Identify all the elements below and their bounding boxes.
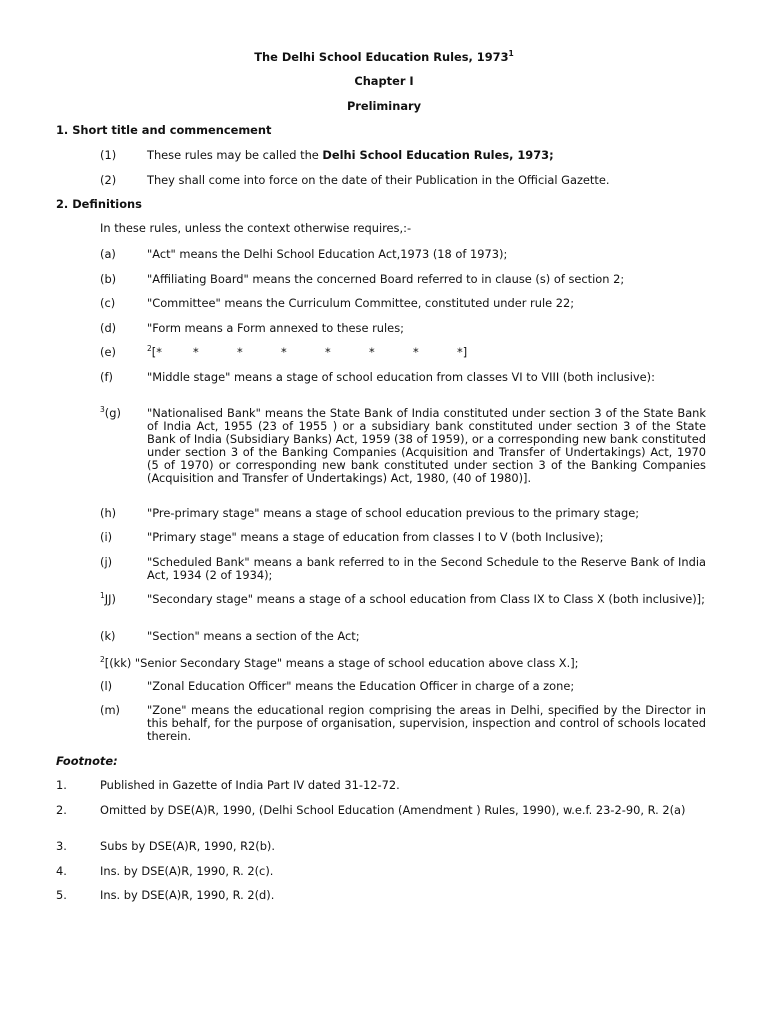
clause-text: [(kk) "Senior Secondary Stage" means a stage of school education above class X.]; — [104, 656, 579, 670]
star: * — [281, 345, 287, 359]
footnote-marker: 1 — [100, 591, 105, 601]
footnote-marker: 3 — [100, 405, 105, 415]
footnote-number: 2. — [56, 803, 67, 817]
footnote-heading: Footnote: — [56, 754, 118, 768]
clause-label: (c) — [100, 296, 116, 310]
star: * — [369, 345, 375, 359]
footnote-text: Ins. by DSE(A)R, 1990, R. 2(d). — [100, 888, 275, 902]
star: * — [325, 345, 331, 359]
clause-text — [147, 149, 706, 162]
clause-label: (a) — [100, 247, 116, 261]
clause-text: "Affiliating Board" means the concerned Board referred to in clause (s) of section 2; — [147, 272, 625, 286]
clause-label: (e) — [100, 345, 116, 359]
clause-label: (m) — [100, 703, 120, 717]
rules-name-bold: Delhi School Education Rules, 1973; — [322, 148, 554, 162]
footnote-text: Ins. by DSE(A)R, 1990, R. 2(c). — [100, 864, 274, 878]
clause-text: "Nationalised Bank" means the State Bank of India constituted under section 3 of the State Bank of India Act, 1955 (23 of 1955 ) or a subsidiary bank constituted under section 3 of the State Bank of India (Subsidiary Banks) Act, 1959 (38 of 1959), or a corresponding new bank constituted under section 3 of the Banking Companies (Acquisition and Transfer of Undertakings) Act, 1970 (5 of 1970) or corresponding new bank constituted under section 3 of the Banking Companies (Acquisition and Transfer of Undertakings) Act, 1980, (40 of 1980)]. — [147, 406, 706, 485]
clause-text: They shall come into force on the date of their Publication in the Official Gazette. — [147, 173, 610, 187]
clause-label: (h) — [100, 506, 117, 520]
star: * — [237, 345, 243, 359]
clause-text: "Act" means the Delhi School Education Act,1973 (18 of 1973); — [147, 247, 508, 261]
clause-label-text: JJ) — [104, 592, 116, 606]
clause-label: (d) — [100, 321, 117, 335]
star-close: *] — [457, 345, 468, 359]
title-footnote-marker: 1 — [508, 49, 514, 59]
clause-label — [100, 593, 116, 606]
section-1-heading: 1. Short title and commencement — [56, 123, 272, 137]
definitions-intro: In these rules, unless the context otherwise requires,:- — [100, 221, 412, 235]
star-open — [147, 346, 193, 359]
clause-label: (2) — [100, 173, 117, 187]
chapter-heading: Chapter I — [354, 74, 414, 88]
clause-text: "Zone" means the educational region comprising the areas in Delhi, specified by the Director in this behalf, for the purpose of organisation, supervision, inspection and control of schools located therein. — [147, 703, 706, 743]
section-2-heading: 2. Definitions — [56, 197, 142, 211]
clause-text: "Middle stage" means a stage of school education from classes VI to VIII (both inclusive): — [147, 370, 655, 384]
clause-label: (f) — [100, 370, 113, 384]
omitted-stars — [147, 346, 706, 359]
clause-text: "Secondary stage" means a stage of a school education from Class IX to Class X (both inclusive)]; — [147, 592, 705, 606]
clause-text: "Section" means a section of the Act; — [147, 629, 360, 643]
footnote-marker: 2 — [100, 655, 105, 665]
clause-text: "Scheduled Bank" means a bank referred to in the Second Schedule to the Reserve Bank of India Act, 1934 (2 of 1934); — [147, 555, 706, 582]
footnote-text: Subs by DSE(A)R, 1990, R2(b). — [100, 839, 275, 853]
footnote-number: 5. — [56, 888, 67, 902]
clause-text: "Form means a Form annexed to these rules; — [147, 321, 404, 335]
footnote-number: 1. — [56, 778, 67, 792]
clause-text: "Zonal Education Officer" means the Education Officer in charge of a zone; — [147, 679, 575, 693]
clause-label: (1) — [100, 148, 117, 162]
star: * — [193, 345, 199, 359]
footnote-text: Published in Gazette of India Part IV dated 31-12-72. — [100, 778, 400, 792]
preliminary-heading: Preliminary — [346, 99, 422, 113]
document-title — [0, 51, 768, 64]
clause-label: (l) — [100, 679, 113, 693]
clause-label — [100, 407, 121, 420]
star: * — [413, 345, 419, 359]
footnote-number: 4. — [56, 864, 67, 878]
star-open-text: [* — [151, 345, 162, 359]
footnote-text: Omitted by DSE(A)R, 1990, (Delhi School Education (Amendment ) Rules, 1990), w.e.f. 23-2-90, R. 2(a) — [100, 803, 686, 817]
definition-kk — [100, 657, 706, 670]
footnote-number: 3. — [56, 839, 67, 853]
clause-text: "Pre-primary stage" means a stage of school education previous to the primary stage; — [147, 506, 640, 520]
title-text: The Delhi School Education Rules, 1973 — [254, 50, 509, 64]
clause-label: (k) — [100, 629, 116, 643]
clause-text-lead: These rules may be called the — [147, 148, 323, 162]
footnote-marker: 2 — [147, 344, 152, 354]
clause-text: "Primary stage" means a stage of education from classes I to V (both Inclusive); — [147, 530, 604, 544]
clause-text: "Committee" means the Curriculum Committee, constituted under rule 22; — [147, 296, 575, 310]
clause-label: (b) — [100, 272, 117, 286]
clause-label: (i) — [100, 530, 113, 544]
clause-label: (j) — [100, 555, 113, 569]
clause-label-text: (g) — [104, 406, 121, 420]
